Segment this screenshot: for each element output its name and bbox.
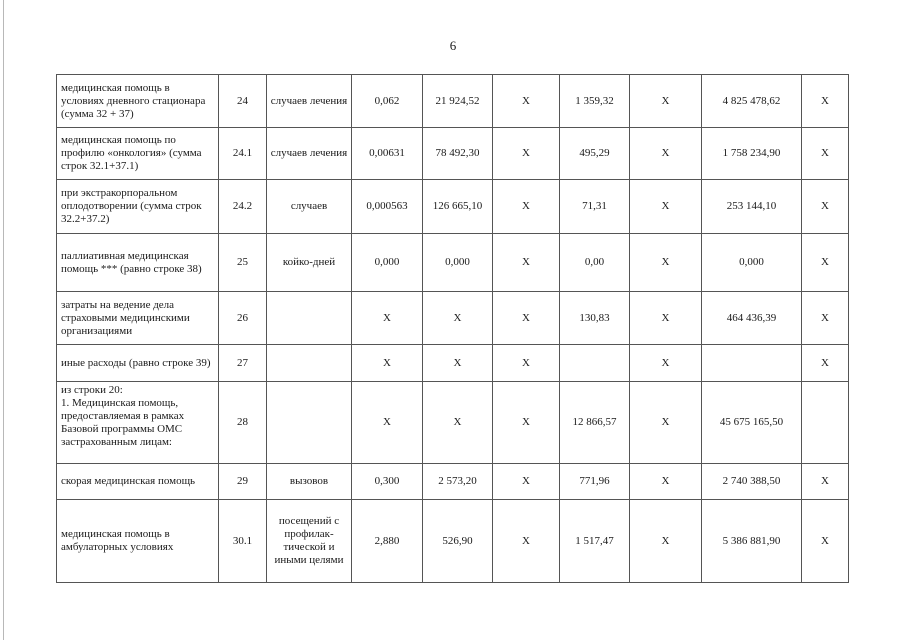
row-cell: 130,83: [560, 292, 630, 345]
row-unit: вызовов: [267, 464, 352, 500]
row-line-number: 30.1: [219, 500, 267, 583]
row-cell: 495,29: [560, 128, 630, 180]
row-cell: 0,00631: [352, 128, 423, 180]
row-cell: X: [493, 75, 560, 128]
row-cell: X: [493, 234, 560, 292]
row-cell: X: [352, 382, 423, 464]
row-line-number: 24.1: [219, 128, 267, 180]
row-cell: 0,300: [352, 464, 423, 500]
row-cell: 2,880: [352, 500, 423, 583]
row-cell: X: [630, 128, 702, 180]
row-name: медицинская помощь в условиях дневного стационара (сумма 32 + 37): [57, 75, 219, 128]
row-cell: 2 573,20: [423, 464, 493, 500]
row-cell: 78 492,30: [423, 128, 493, 180]
row-cell: [702, 345, 802, 382]
row-cell: 464 436,39: [702, 292, 802, 345]
row-cell: 0,00: [560, 234, 630, 292]
row-cell: X: [630, 180, 702, 234]
row-cell: X: [802, 234, 849, 292]
row-name: из строки 20: 1. Медицинская помощь, предоставляемая в рамках Базовой программы ОМС застрахованным лицам:: [57, 382, 219, 464]
row-line-number: 28: [219, 382, 267, 464]
row-cell: X: [802, 75, 849, 128]
row-name: затраты на ведение дела страховыми медицинскими организациями: [57, 292, 219, 345]
row-name: скорая медицинская помощь: [57, 464, 219, 500]
table-row: [57, 292, 849, 345]
row-cell: 21 924,52: [423, 75, 493, 128]
row-cell: X: [493, 464, 560, 500]
page-number: 6: [449, 38, 457, 53]
row-cell: X: [630, 500, 702, 583]
row-cell: X: [493, 180, 560, 234]
table-row: [57, 75, 849, 128]
table-row: [57, 382, 849, 464]
row-cell: X: [802, 345, 849, 382]
row-cell: X: [630, 75, 702, 128]
row-cell: 126 665,10: [423, 180, 493, 234]
table-row: [57, 500, 849, 583]
row-cell: X: [493, 345, 560, 382]
row-line-number: 27: [219, 345, 267, 382]
row-cell: X: [630, 234, 702, 292]
row-cell: 1 758 234,90: [702, 128, 802, 180]
row-cell: 1 517,47: [560, 500, 630, 583]
row-cell: X: [493, 292, 560, 345]
row-name: иные расходы (равно строке 39): [57, 345, 219, 382]
row-cell: X: [423, 292, 493, 345]
row-cell: X: [352, 345, 423, 382]
row-line-number: 26: [219, 292, 267, 345]
row-cell: X: [423, 382, 493, 464]
row-cell: 771,96: [560, 464, 630, 500]
row-cell: 526,90: [423, 500, 493, 583]
table-row: [57, 345, 849, 382]
row-cell: 12 866,57: [560, 382, 630, 464]
row-cell: [802, 382, 849, 464]
row-cell: 0,000: [352, 234, 423, 292]
row-cell: 0,000563: [352, 180, 423, 234]
row-cell: 0,062: [352, 75, 423, 128]
row-cell: X: [802, 500, 849, 583]
row-line-number: 29: [219, 464, 267, 500]
row-unit: случаев лечения: [267, 75, 352, 128]
row-cell: X: [630, 464, 702, 500]
row-unit: случаев лечения: [267, 128, 352, 180]
row-name: медицинская помощь в амбулаторных условиях: [57, 500, 219, 583]
row-cell: 45 675 165,50: [702, 382, 802, 464]
table-row: [57, 180, 849, 234]
row-name: при экстракорпоральном оплодотворении (сумма строк 32.2+37.2): [57, 180, 219, 234]
row-cell: X: [802, 180, 849, 234]
row-unit: случаев: [267, 180, 352, 234]
table-row: [57, 128, 849, 180]
row-cell: X: [423, 345, 493, 382]
table-row: [57, 234, 849, 292]
row-cell: X: [493, 500, 560, 583]
row-cell: X: [802, 128, 849, 180]
row-unit: койко-дней: [267, 234, 352, 292]
row-name: паллиативная медицинская помощь *** (равно строке 38): [57, 234, 219, 292]
row-cell: 2 740 388,50: [702, 464, 802, 500]
row-cell: 71,31: [560, 180, 630, 234]
row-unit: [267, 292, 352, 345]
row-unit: [267, 345, 352, 382]
row-cell: X: [802, 464, 849, 500]
row-cell: 5 386 881,90: [702, 500, 802, 583]
row-cell: 0,000: [702, 234, 802, 292]
row-cell: X: [630, 382, 702, 464]
row-unit: посещений с профилак-тической и иными целями: [267, 500, 352, 583]
financing-table: [56, 74, 849, 583]
row-cell: X: [493, 382, 560, 464]
row-line-number: 24: [219, 75, 267, 128]
table-row: [57, 464, 849, 500]
row-cell: X: [802, 292, 849, 345]
row-name: медицинская помощь по профилю «онкология» (сумма строк 32.1+37.1): [57, 128, 219, 180]
row-cell: X: [630, 292, 702, 345]
row-cell: 253 144,10: [702, 180, 802, 234]
row-cell: X: [630, 345, 702, 382]
row-line-number: 24.2: [219, 180, 267, 234]
row-cell: 0,000: [423, 234, 493, 292]
row-cell: X: [352, 292, 423, 345]
scan-edge-line: [3, 0, 4, 640]
row-cell: 1 359,32: [560, 75, 630, 128]
row-cell: X: [493, 128, 560, 180]
row-cell: 4 825 478,62: [702, 75, 802, 128]
row-cell: [560, 345, 630, 382]
row-line-number: 25: [219, 234, 267, 292]
row-unit: [267, 382, 352, 464]
